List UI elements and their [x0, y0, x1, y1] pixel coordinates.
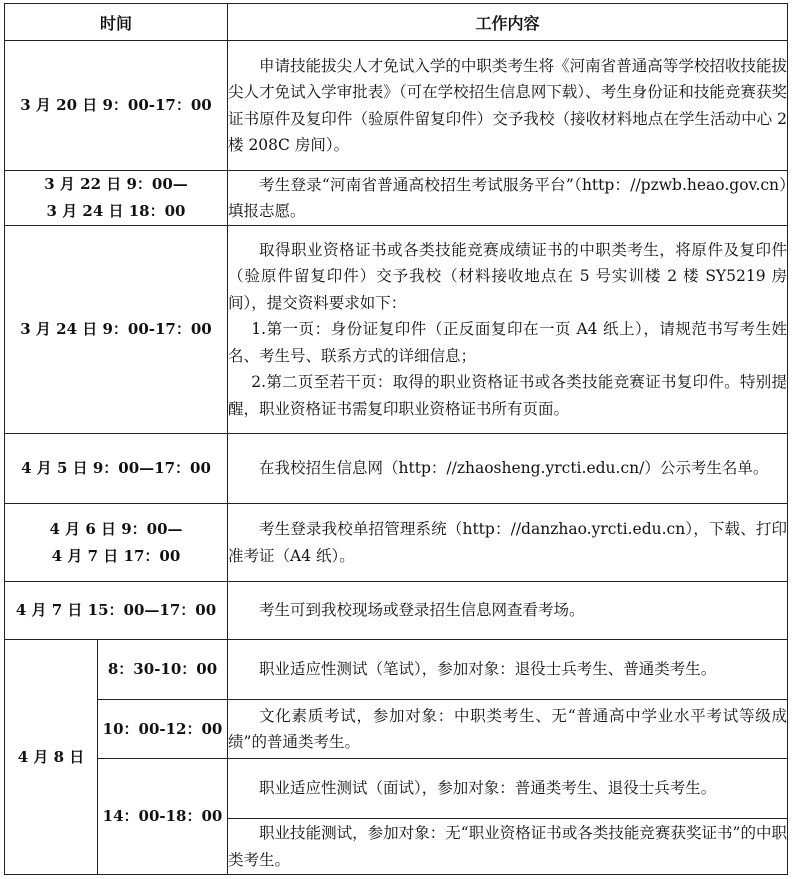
- content-text: 考生登录我校单招管理系统（http：//danzhao.yrcti.edu.cn），下载、打印准考证（A4 纸）。: [228, 520, 788, 565]
- content-text: 职业适应性测试（面试），参加对象：普通类考生、退役士兵考生。: [259, 779, 717, 798]
- table-row: [5, 226, 788, 434]
- table-row: [5, 759, 788, 819]
- content-cell: [228, 504, 788, 582]
- time-cell: [5, 41, 228, 171]
- content-text: 取得职业资格证书或各类技能竞赛成绩证书的中职类考生，将原件及复印件（验原件留复印件）交予我校（材料接收地点在 5 号实训楼 2 楼 SY5219 房间），提交资料要求如下：: [228, 240, 788, 312]
- time-cell: [5, 582, 228, 640]
- time-text: 3 月 22 日 9：00—: [44, 175, 188, 193]
- content-cell: [228, 41, 788, 171]
- content-text: 在我校招生信息网（http：//zhaosheng.yrcti.edu.cn/）公示考生名单。: [259, 459, 769, 478]
- slot-time-text: 10：00-12：00: [102, 719, 223, 738]
- slot-time-cell: [98, 640, 228, 700]
- time-cell: [5, 434, 228, 504]
- table-row: [5, 41, 788, 171]
- content-cell: [228, 819, 788, 875]
- content-text: 职业技能测试，参加对象：无“职业资格证书或各类技能竞赛获奖证书”的中职类考生。: [228, 824, 788, 869]
- content-text: 申请技能拔尖人才免试入学的中职类考生将《河南省普通高等学校招收技能拔尖人才免试入学审批表》（可在学校招生信息网下载）、考生身份证和技能竞赛获奖证书原件及复印件（验原件留复印件）交予我校（接收材料地点在学生活动中心 2 楼 208C 房间）。: [228, 56, 788, 154]
- content-text: 文化素质考试，参加对象：中职类考生、无“普通高中学业水平考试等级成绩”的普通类考生。: [228, 706, 788, 751]
- time-text: 4 月 6 日 9：00—: [49, 519, 183, 538]
- content-cell: [228, 434, 788, 504]
- time-cell: [5, 504, 228, 582]
- slot-time-text: 8：30-10：00: [107, 660, 218, 678]
- table-row: [5, 434, 788, 504]
- slot-time-cell: [98, 759, 228, 875]
- content-cell: [228, 226, 788, 434]
- time-text: 4 月 7 日 17：00: [51, 546, 181, 565]
- content-item-1: 1.第一页：身份证复印件（正反面复印在一页 A4 纸上），请规范书写考生姓名、考生号、联系方式的详细信息；: [228, 320, 788, 365]
- content-cell: [228, 640, 788, 700]
- header-content: 工作内容: [228, 4, 788, 41]
- time-text: 4 月 7 日 15：00—17：00: [15, 601, 217, 619]
- day-text: 4 月 8 日: [17, 747, 85, 766]
- content-cell: [228, 582, 788, 640]
- slot-time-cell: [98, 700, 228, 759]
- schedule-table: [4, 3, 788, 875]
- table-row: [5, 640, 788, 700]
- table-row: [5, 582, 788, 640]
- time-text: 3 月 24 日 9：00-17：00: [20, 320, 212, 338]
- time-text: 4 月 5 日 9：00—17：00: [21, 459, 211, 477]
- time-text: 3 月 20 日 9：00-17：00: [20, 96, 212, 114]
- content-text: 职业适应性测试（笔试），参加对象：退役士兵考生、普通类考生。: [259, 660, 717, 679]
- table-header-row: [5, 4, 788, 41]
- content-cell: [228, 759, 788, 819]
- content-cell: [228, 171, 788, 226]
- header-time: 时间: [5, 4, 228, 41]
- content-text: 考生可到我校现场或登录招生信息网查看考场。: [259, 601, 585, 620]
- slot-time-text: 14：00-18：00: [102, 807, 223, 825]
- table-row: [5, 700, 788, 759]
- content-cell: [228, 700, 788, 759]
- content-item-2: 2.第二页至若干页：取得的职业资格证书或各类技能竞赛证书复印件。特别提醒，职业资格证书需复印职业资格证书所有页面。: [228, 373, 788, 418]
- time-cell: [5, 226, 228, 434]
- time-cell: [5, 171, 228, 226]
- content-text: 考生登录“河南省普通高校招生考试服务平台”（http：//pzwb.heao.gov.cn）填报志愿。: [228, 175, 788, 220]
- table-row: [5, 504, 788, 582]
- table-row: [5, 171, 788, 226]
- time-text: 3 月 24 日 18：00: [46, 202, 186, 220]
- day-cell: [5, 640, 98, 875]
